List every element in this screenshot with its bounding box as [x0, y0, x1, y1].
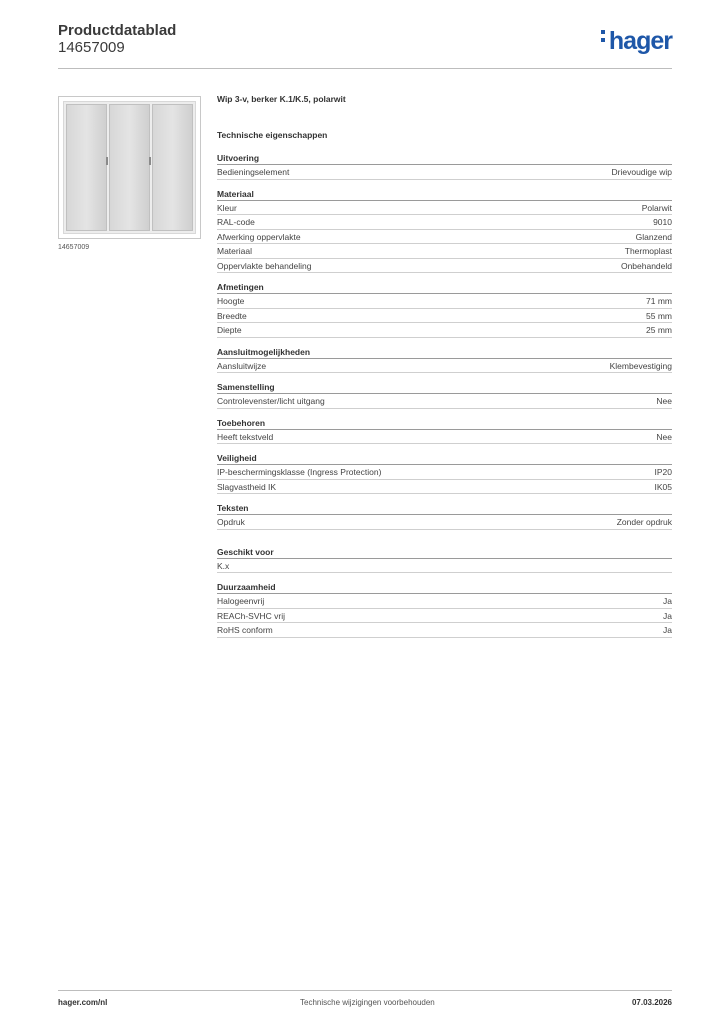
header-divider: [58, 68, 672, 69]
section-title: Afmetingen: [217, 281, 672, 294]
spec-label: K.x: [217, 560, 230, 571]
spec-value: 9010: [653, 217, 672, 227]
spec-value: Nee: [656, 396, 672, 406]
logo-text: hager: [608, 27, 672, 55]
spec-value: 25 mm: [646, 325, 672, 335]
spec-row: [217, 294, 672, 309]
spec-section: [217, 452, 672, 494]
section-title: Samenstelling: [217, 381, 672, 394]
spec-row: [217, 394, 672, 409]
spec-row: [217, 201, 672, 216]
spec-value: Polarwit: [641, 202, 672, 213]
spec-section: [217, 152, 672, 180]
image-caption: 14657009: [58, 244, 90, 251]
rocker-left: [66, 104, 107, 231]
spec-value: Ja: [663, 610, 672, 621]
spec-row: [217, 244, 672, 259]
spec-label: RAL-code: [217, 217, 255, 227]
section-title: Materiaal: [217, 188, 672, 201]
spec-row: [217, 480, 672, 495]
specifications: [217, 94, 672, 646]
spec-label: Breedte: [217, 310, 247, 321]
spec-value: Thermoplast: [624, 246, 672, 256]
spec-value: Ja: [663, 625, 672, 635]
spec-section: [217, 281, 672, 338]
section-title: Aansluitmogelijkheden: [217, 346, 672, 359]
spec-section: [217, 346, 672, 374]
spec-row: [217, 230, 672, 245]
spec-row: [217, 215, 672, 230]
product-image: [58, 96, 201, 239]
page-header: [58, 22, 672, 68]
spec-label: Slagvastheid IK: [217, 481, 277, 492]
spec-value: Drievoudige wip: [611, 167, 672, 177]
spec-label: REACh-SVHC vrij: [217, 610, 286, 621]
spec-row: [217, 623, 672, 638]
section-title: Teksten: [217, 502, 672, 515]
spec-label: Oppervlakte behandeling: [217, 260, 312, 271]
spec-label: Kleur: [217, 202, 237, 213]
spec-row: [217, 594, 672, 609]
spec-label: Opdruk: [217, 517, 245, 527]
spec-value: 55 mm: [646, 310, 672, 321]
section-title: Duurzaamheid: [217, 581, 672, 594]
spec-row: [217, 259, 672, 274]
section-title: Veiligheid: [217, 452, 672, 465]
technical-heading: Technische eigenschappen: [217, 130, 328, 140]
section-title: Uitvoering: [217, 152, 672, 165]
footer-divider: [58, 990, 672, 991]
hager-logo: [601, 28, 672, 54]
spec-row: [217, 323, 672, 338]
spec-row: [217, 430, 672, 445]
spec-label: Aansluitwijze: [217, 360, 267, 371]
spec-value: Onbehandeld: [620, 260, 672, 271]
footer-date: 07.03.2026: [631, 998, 672, 1007]
spec-value: 71 mm: [646, 296, 672, 306]
spec-row: [217, 309, 672, 324]
spec-section: [217, 581, 672, 638]
spec-value: IP20: [654, 467, 672, 477]
rocker-middle: [109, 104, 150, 231]
spec-section: [217, 417, 672, 445]
spec-section: [217, 381, 672, 409]
switch-frame: [63, 101, 196, 234]
footer-disclaimer: Technische wijzigingen voorbehouden: [300, 998, 435, 1007]
spec-label: Diepte: [217, 325, 242, 335]
spec-row: [217, 609, 672, 624]
spec-label: Bedieningselement: [217, 167, 290, 177]
spec-row: [217, 165, 672, 180]
spec-label: Materiaal: [217, 246, 252, 256]
spec-row: [217, 559, 672, 574]
spec-value: Ja: [663, 596, 672, 606]
product-name: Wip 3-v, berker K.1/K.5, polarwit: [217, 94, 346, 104]
spec-label: RoHS conform: [217, 625, 273, 635]
spec-label: Afwerking oppervlakte: [217, 231, 301, 242]
document-title: Productdatablad: [58, 22, 177, 39]
spec-value: Glanzend: [635, 231, 672, 242]
spec-value: Nee: [656, 431, 672, 442]
spec-section: [217, 502, 672, 530]
spec-value: IK05: [654, 481, 672, 492]
spec-sections: [217, 152, 672, 638]
article-number: 14657009: [58, 39, 125, 56]
rocker-right: [152, 104, 193, 231]
spec-label: Heeft tekstveld: [217, 431, 274, 442]
spec-label: Halogeenvrij: [217, 596, 265, 606]
spec-row: [217, 465, 672, 480]
spec-row: [217, 359, 672, 374]
spec-label: Hoogte: [217, 296, 245, 306]
logo-colon-icon: [601, 28, 607, 46]
spec-row: [217, 515, 672, 530]
spec-label: Controlevenster/licht uitgang: [217, 396, 325, 406]
footer-website: hager.com/nl: [58, 998, 108, 1007]
spec-label: IP-beschermingsklasse (Ingress Protection): [217, 467, 382, 477]
spec-value: Klembevestiging: [609, 360, 672, 371]
spec-section: [217, 188, 672, 274]
spec-section: [217, 546, 672, 574]
section-title: Toebehoren: [217, 417, 672, 430]
spec-value: Zonder opdruk: [616, 517, 672, 527]
section-title: Geschikt voor: [217, 546, 672, 559]
